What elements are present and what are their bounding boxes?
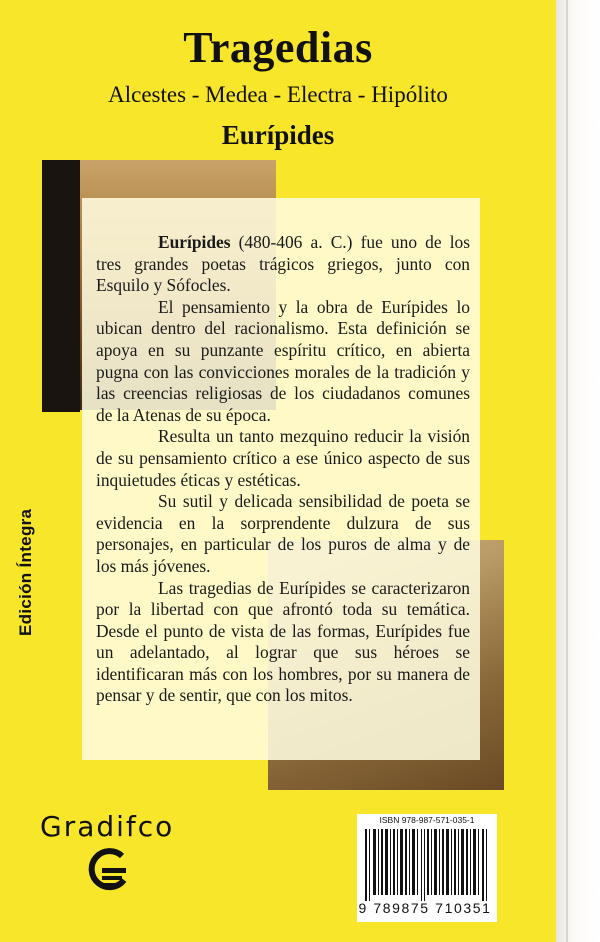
book-subtitle: Alcestes - Medea - Electra - Hipólito: [108, 82, 448, 107]
synopsis-paragraph-3: Resulta un tanto mezquino reducir la visión de su pensamiento crítico a ese único aspecto de sus inquietudes éticas y estéticas.: [96, 426, 470, 490]
synopsis-paragraph-2: El pensamiento y la obra de Eurípides lo ubican dentro del racionalismo. Esta definición se apoya en su punzante espíritu crítico, en abierta pugna con las convicciones morales de la tradición y las creencias religiosas de los ciudadanos comunes de la Atenas de su época.: [96, 296, 470, 425]
synopsis-paragraph-1: [96, 232, 470, 297]
page-edge-line: [566, 0, 568, 942]
synopsis-paragraph-4: Su sutil y delicada sensibilidad de poeta se evidencia en la sorprendente dulzura de sus personajes, en particular de los puros de alma y de los más jóvenes.: [96, 491, 470, 576]
page-edge: [556, 0, 600, 942]
edition-label: Edición Íntegra: [16, 508, 35, 636]
publisher-name: Gradifco: [40, 810, 175, 843]
synopsis-text: [96, 232, 470, 707]
book-title: Tragedias: [183, 23, 373, 72]
isbn-label: ISBN 978-987-571-035-1: [379, 815, 475, 825]
artwork-dark-band: [42, 160, 80, 412]
synopsis-paragraph-5: Las tragedias de Eurípides se caracterizaron por la libertad con que afrontó toda su temática. Desde el punto de vista de las formas, Eurípides fue un adelantado, al lograr que sus héroes se identificaran más con los hombres, por su manera de pensar y de sentir, que con los mitos.: [96, 577, 470, 706]
barcode-number: 9 789875 710351: [358, 900, 492, 916]
barcode-icon: [365, 829, 489, 901]
book-author: Eurípides: [221, 120, 335, 150]
synopsis-author-name: Eurípides: [158, 232, 231, 252]
synopsis-paragraph-1-text: (480-406 a. C.) fue uno de los tres grandes poetas trágicos griegos, junto con Esquilo y Sófocles.: [96, 232, 470, 296]
publisher-logo-icon: [84, 846, 130, 896]
